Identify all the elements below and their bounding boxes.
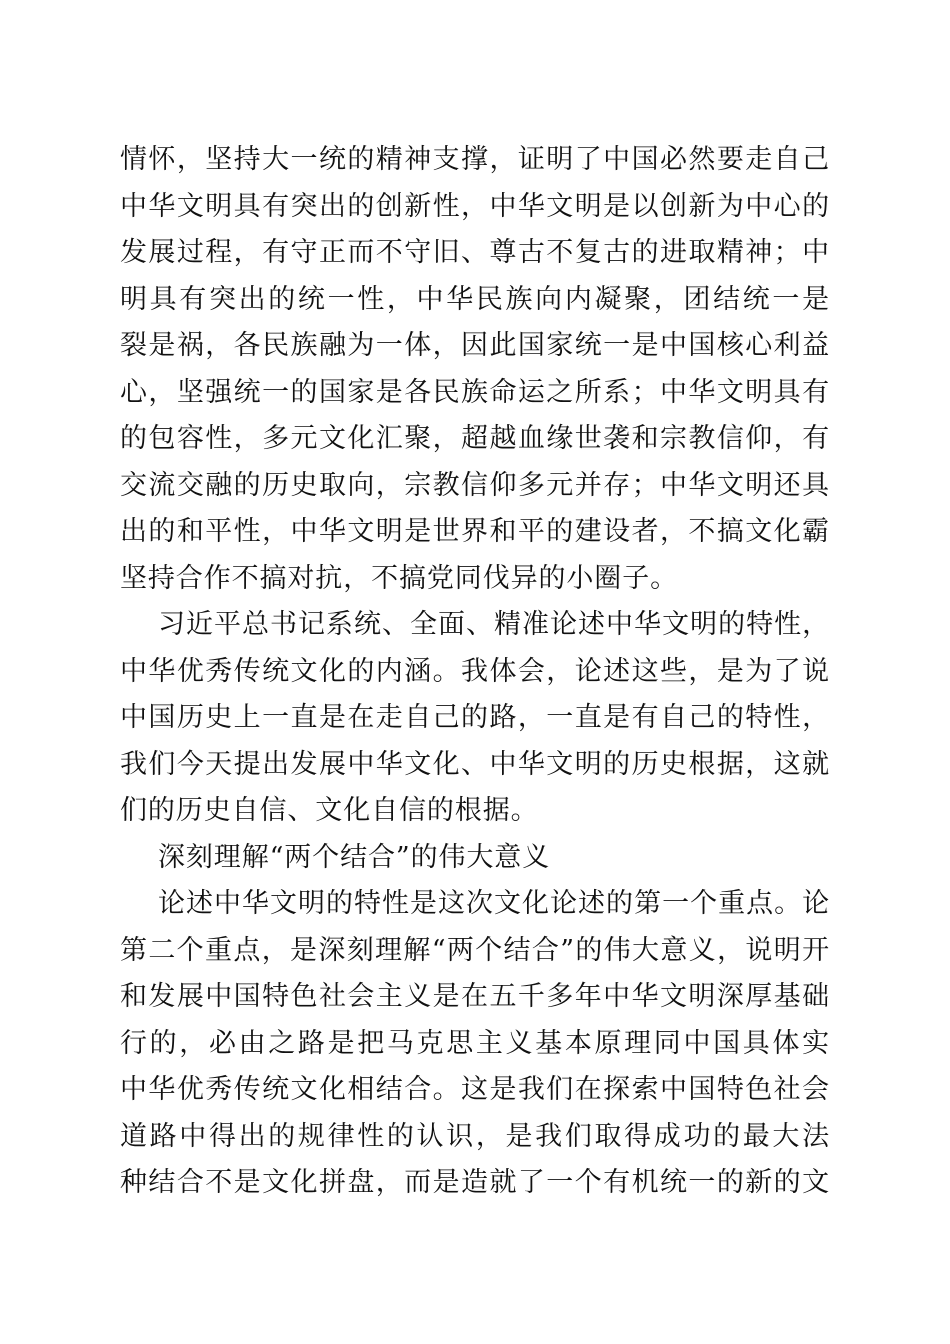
paragraph-two-combinations — [120, 881, 830, 1207]
section-heading: 深刻理解“两个结合”的伟大意义 — [158, 841, 551, 873]
text-line: 中华优秀传统文化的内涵。我体会，论述这些，是为了说 — [120, 655, 830, 687]
text-line: 论述中华文明的特性是这次文化论述的第一个重点。论 — [158, 888, 830, 919]
text-line: 心，坚强统一的国家是各民族命运之所系；中华文明具有 — [120, 376, 830, 408]
document-body — [120, 137, 830, 1207]
text-line: 习近平总书记系统、全面、精准论述中华文明的特性， — [158, 609, 830, 640]
text-line: 出的和平性，中华文明是世界和平的建设者，不搞文化霸 — [120, 516, 830, 547]
text-line: 第二个重点，是深刻理解“两个结合”的伟大意义，说明开 — [120, 934, 830, 966]
text-line: 裂是祸，各民族融为一体，因此国家统一是中国核心利益 — [120, 330, 830, 361]
text-line: 交流交融的历史取向，宗教信仰多元并存；中华文明还具 — [120, 469, 830, 501]
text-line: 中华优秀传统文化相结合。这是我们在探索中国特色社会 — [120, 1074, 830, 1105]
text-line: 明具有突出的统一性，中华民族向内凝聚，团结统一是 — [120, 283, 830, 315]
text-line: 和发展中国特色社会主义是在五千多年中华文明深厚基础 — [120, 981, 830, 1012]
text-line: 道路中得出的规律性的认识，是我们取得成功的最大法 — [120, 1120, 830, 1152]
text-line: 坚持合作不搞对抗，不搞党同伐异的小圈子。 — [120, 562, 678, 594]
text-line: 们的历史自信、文化自信的根据。 — [120, 795, 539, 826]
text-line: 我们今天提出发展中华文化、中华文明的历史根据，这就 — [120, 748, 830, 780]
text-line: 种结合不是文化拼盘，而是造就了一个有机统一的新的文 — [120, 1167, 830, 1198]
text-line: 的包容性，多元文化汇聚，超越血缘世袭和宗教信仰，有 — [120, 423, 830, 454]
text-line: 中国历史上一直是在走自己的路，一直是有自己的特性， — [120, 702, 830, 733]
text-line: 发展过程，有守正而不守旧、尊古不复古的进取精神；中 — [120, 237, 830, 268]
paragraph-civilization-traits — [120, 137, 830, 602]
paragraph-historical-basis — [120, 602, 830, 835]
section-heading-two-combinations — [120, 835, 830, 882]
text-line: 情怀，坚持大一统的精神支撑，证明了中国必然要走自己 — [120, 144, 830, 175]
text-line: 中华文明具有突出的创新性，中华文明是以创新为中心的 — [120, 190, 830, 222]
text-line: 行的，必由之路是把马克思主义基本原理同中国具体实 — [120, 1027, 830, 1059]
